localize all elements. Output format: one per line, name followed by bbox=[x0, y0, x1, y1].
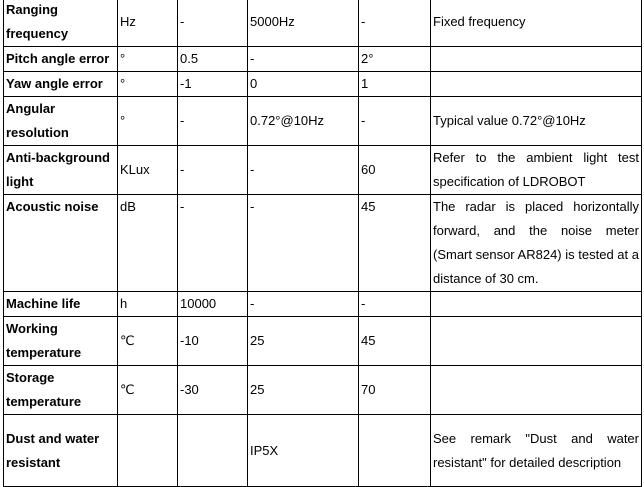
typ-cell: 0.72°@10Hz bbox=[248, 97, 359, 146]
min-cell: -10 bbox=[178, 317, 248, 366]
remark-cell bbox=[431, 366, 642, 415]
table-row bbox=[4, 317, 642, 366]
max-cell: 2° bbox=[359, 47, 431, 72]
unit-cell: ° bbox=[118, 97, 178, 146]
max-cell bbox=[359, 415, 431, 487]
min-cell: -1 bbox=[178, 72, 248, 97]
max-cell: 1 bbox=[359, 72, 431, 97]
param-name: Machine life bbox=[4, 292, 118, 317]
table-row bbox=[4, 72, 642, 97]
min-cell: 10000 bbox=[178, 292, 248, 317]
min-cell: - bbox=[178, 97, 248, 146]
typ-cell: 25 bbox=[248, 366, 359, 415]
max-cell: - bbox=[359, 97, 431, 146]
unit-cell: Hz bbox=[118, 0, 178, 47]
unit-cell: h bbox=[118, 292, 178, 317]
spec-table bbox=[3, 0, 642, 487]
max-cell: 60 bbox=[359, 146, 431, 195]
table-row bbox=[4, 47, 642, 72]
table-row bbox=[4, 146, 642, 195]
remark-cell bbox=[431, 317, 642, 366]
param-name: Acoustic noise bbox=[4, 195, 118, 292]
max-cell: - bbox=[359, 0, 431, 47]
remark-cell: See remark "Dust and water resistant" for detailed description bbox=[431, 415, 642, 487]
unit-cell: ℃ bbox=[118, 366, 178, 415]
table-row bbox=[4, 292, 642, 317]
remark-cell: Typical value 0.72°@10Hz bbox=[431, 97, 642, 146]
remark-cell bbox=[431, 292, 642, 317]
remark-cell bbox=[431, 72, 642, 97]
table-row bbox=[4, 415, 642, 487]
min-cell: - bbox=[178, 0, 248, 47]
param-name: Yaw angle error bbox=[4, 72, 118, 97]
remark-cell: The radar is placed horizontally forward, and the noise meter (Smart sensor AR824) is tested at a distance of 30 cm. bbox=[431, 195, 642, 292]
min-cell: -30 bbox=[178, 366, 248, 415]
unit-cell bbox=[118, 415, 178, 487]
min-cell: - bbox=[178, 146, 248, 195]
typ-cell: IP5X bbox=[248, 415, 359, 487]
remark-cell: Fixed frequency bbox=[431, 0, 642, 47]
typ-cell: 25 bbox=[248, 317, 359, 366]
unit-cell: ° bbox=[118, 72, 178, 97]
table-row bbox=[4, 366, 642, 415]
typ-cell: - bbox=[248, 292, 359, 317]
table-row bbox=[4, 97, 642, 146]
unit-cell: KLux bbox=[118, 146, 178, 195]
unit-cell: dB bbox=[118, 195, 178, 292]
max-cell: - bbox=[359, 292, 431, 317]
min-cell: - bbox=[178, 195, 248, 292]
typ-cell: - bbox=[248, 146, 359, 195]
typ-cell: 0 bbox=[248, 72, 359, 97]
param-name: Pitch angle error bbox=[4, 47, 118, 72]
typ-cell: - bbox=[248, 195, 359, 292]
min-cell bbox=[178, 415, 248, 487]
param-name: Anti-background light bbox=[4, 146, 118, 195]
max-cell: 45 bbox=[359, 195, 431, 292]
param-name: Ranging frequency bbox=[4, 0, 118, 47]
max-cell: 70 bbox=[359, 366, 431, 415]
param-name: Angular resolution bbox=[4, 97, 118, 146]
table-row bbox=[4, 0, 642, 47]
param-name: Dust and water resistant bbox=[4, 415, 118, 487]
param-name: Working temperature bbox=[4, 317, 118, 366]
min-cell: 0.5 bbox=[178, 47, 248, 72]
table-row bbox=[4, 195, 642, 292]
remark-cell bbox=[431, 47, 642, 72]
remark-cell: Refer to the ambient light test specification of LDROBOT bbox=[431, 146, 642, 195]
typ-cell: 5000Hz bbox=[248, 0, 359, 47]
typ-cell: - bbox=[248, 47, 359, 72]
max-cell: 45 bbox=[359, 317, 431, 366]
unit-cell: ℃ bbox=[118, 317, 178, 366]
unit-cell: ° bbox=[118, 47, 178, 72]
param-name: Storage temperature bbox=[4, 366, 118, 415]
